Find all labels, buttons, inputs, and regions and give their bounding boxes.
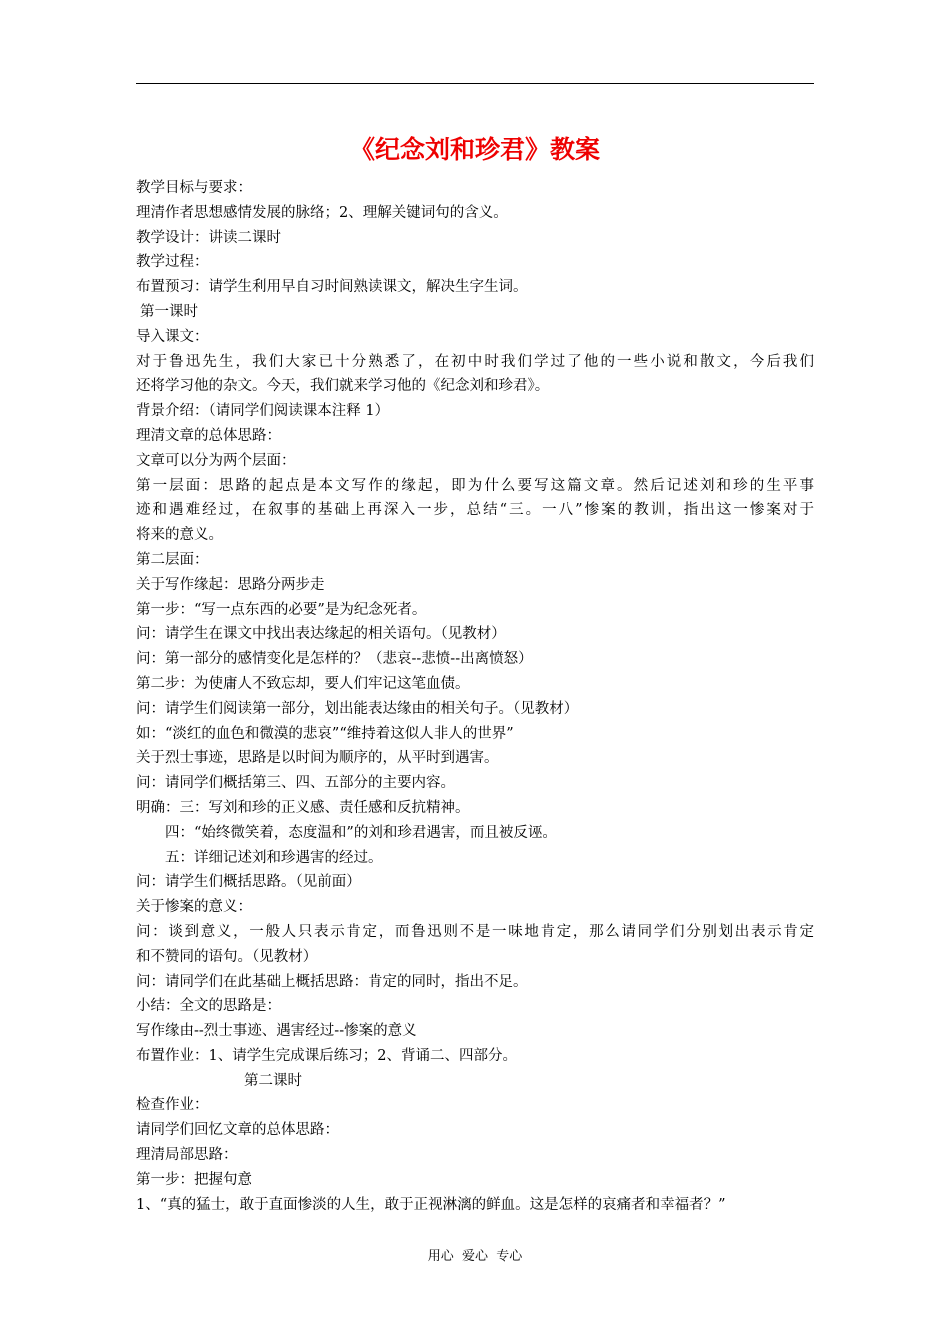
text-line: 问：请学生们阅读第一部分，划出能表达缘由的相关句子。（见教材） (136, 700, 579, 717)
text-line: 请同学们回忆文章的总体思路： (136, 1122, 339, 1139)
document-body (136, 176, 814, 1217)
page-footer: 用心 爱心 专心 (427, 1249, 523, 1264)
text-line: 问：谈到意义，一般人只表示肯定，而鲁迅则不是一味地肯定，那么请同学们分别划出表示肯定 (136, 923, 814, 940)
text-line: 文章可以分为两个层面： (136, 452, 296, 469)
text-line: 理清作者思想感情发展的脉络；2、理解关键词句的含义。 (136, 204, 508, 221)
text-line: 问：请同学们概括第三、四、五部分的主要内容。 (136, 775, 455, 792)
text-line: 关于写作缘起：思路分两步走 (136, 576, 325, 593)
text-line: 第一步：“写一点东西的必要”是为纪念死者。 (136, 601, 427, 618)
text-line: 问：请学生们概括思路。（见前面） (136, 874, 361, 891)
text-line: 问：第一部分的感情变化是怎样的？（悲哀--悲愤--出离愤怒） (136, 651, 533, 668)
text-line: 第一步：把握句意 (136, 1171, 252, 1188)
section-heading: 第二课时 (244, 1072, 302, 1089)
header-rule (136, 83, 814, 84)
text-line: 教学设计：讲读二课时 (136, 229, 281, 246)
document-title: 《纪念刘和珍君》教案 (349, 135, 600, 164)
text-line: 如：“淡红的血色和微漠的悲哀”“维持着这似人非人的世界” (136, 725, 514, 742)
text-line: 第一层面：思路的起点是本文写作的缘起，即为什么要写这篇文章。然后记述刘和珍的生平事 (136, 477, 814, 494)
text-line: 布置预习：请学生利用早自习时间熟读课文，解决生字生词。 (136, 279, 528, 296)
text-line: 明确：三：写刘和珍的正义感、责任感和反抗精神。 (136, 799, 470, 816)
text-line: 导入课文： (136, 328, 209, 345)
text-line: 将来的意义。 (136, 527, 223, 544)
text-line: 五：详细记述刘和珍遇害的经过。 (165, 849, 383, 866)
text-line: 写作缘由--烈士事迹、遇害经过--惨案的意义 (136, 1023, 417, 1040)
text-line: 背景介绍：（请同学们阅读课本注释 1） (136, 403, 390, 420)
text-line: 布置作业：1、请学生完成课后练习；2、背诵二、四部分。 (136, 1047, 517, 1064)
text-line: 关于惨案的意义： (136, 899, 252, 916)
section-heading: 第一课时 (140, 303, 198, 320)
text-line: 迹和遇难经过，在叙事的基础上再深入一步，总结“三。一八”惨案的教训，指出这一惨案对于 (136, 502, 814, 519)
text-line: 第二层面： (136, 551, 209, 568)
text-line: 还将学习他的杂文。今天，我们就来学习他的《纪念刘和珍君》。 (136, 378, 550, 395)
text-line: 理清局部思路： (136, 1147, 238, 1164)
text-line: 理清文章的总体思路： (136, 427, 281, 444)
text-line: 对于鲁迅先生，我们大家已十分熟悉了，在初中时我们学过了他的一些小说和散文，今后我们 (136, 353, 814, 370)
text-line: 问：请学生在课文中找出表达缘起的相关语句。（见教材） (136, 626, 506, 643)
text-line: 四：“始终微笑着，态度温和”的刘和珍君遇害，而且被反诬。 (165, 824, 557, 841)
text-line: 教学目标与要求： (136, 180, 252, 196)
text-line: 检查作业： (136, 1097, 209, 1114)
text-line: 1、“真的猛士，敢于直面惨淡的人生，敢于正视淋漓的鲜血。这是怎样的哀痛者和幸福者？” (136, 1196, 726, 1213)
text-line: 和不赞同的语句。（见教材） (136, 948, 318, 965)
text-line: 小结：全文的思路是： (136, 998, 281, 1015)
text-line: 问：请同学们在此基础上概括思路：肯定的同时，指出不足。 (136, 973, 528, 990)
text-line: 第二步：为使庸人不致忘却，要人们牢记这笔血债。 (136, 675, 470, 692)
text-line: 教学过程： (136, 254, 209, 271)
text-line: 关于烈士事迹，思路是以时间为顺序的，从平时到遇害。 (136, 750, 499, 767)
